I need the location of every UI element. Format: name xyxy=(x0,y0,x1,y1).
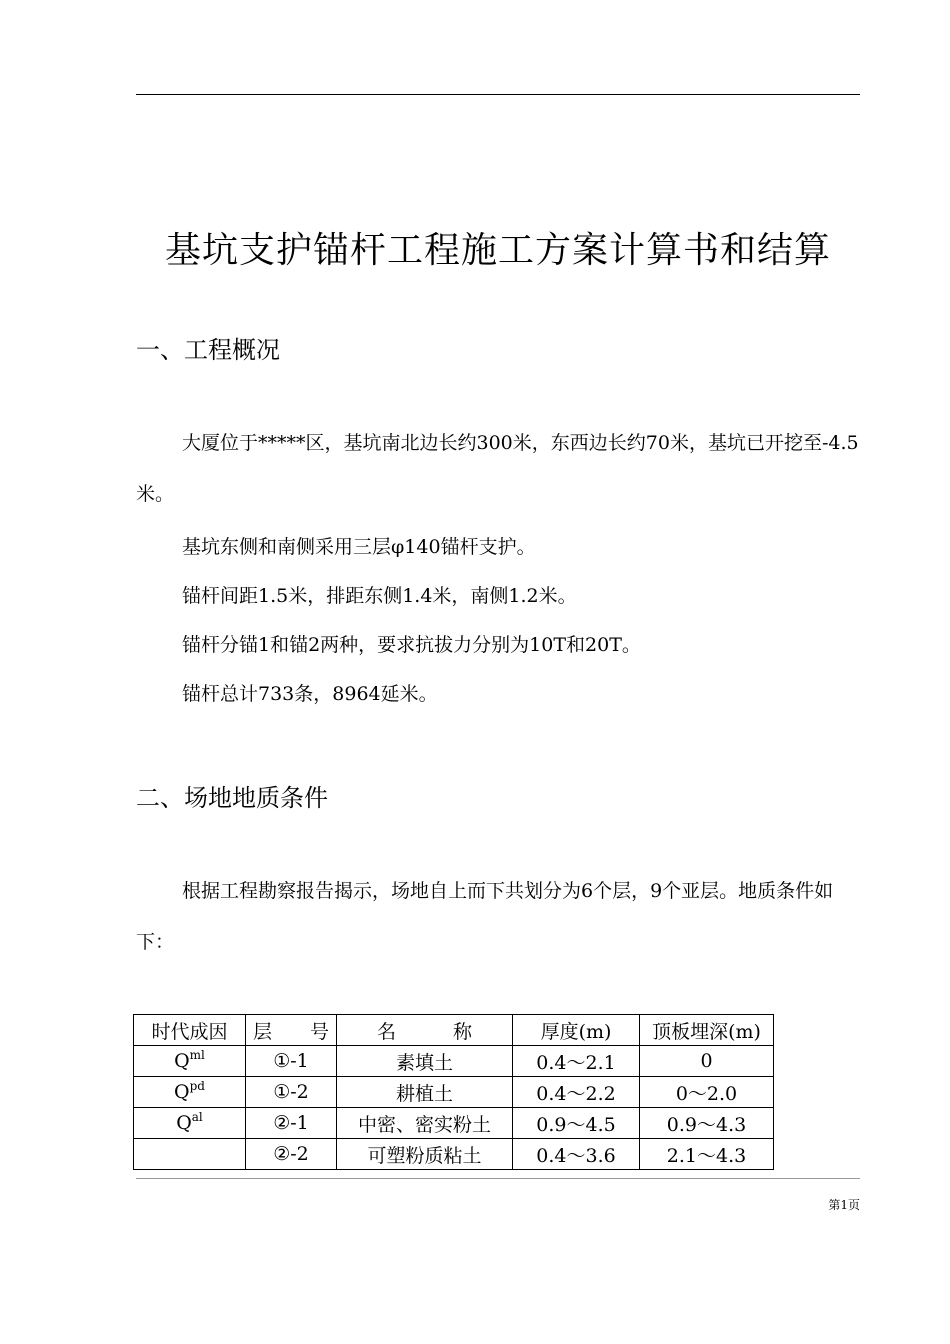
era-base: Q xyxy=(176,1112,192,1134)
layer-cell: ②-2 xyxy=(246,1139,337,1170)
overview-line-spacing: 锚杆间距1.5米，排距东侧1.4米，南侧1.2米。 xyxy=(182,585,577,607)
era-superscript: pd xyxy=(189,1079,205,1093)
section-heading-overview: 一、工程概况 xyxy=(136,336,280,364)
table-row xyxy=(134,1077,774,1108)
era-cell xyxy=(134,1108,246,1139)
era-superscript: al xyxy=(191,1110,203,1124)
header-cell: 顶板埋深(m) xyxy=(640,1015,774,1046)
geology-paragraph: 根据工程勘察报告揭示，场地自上而下共划分为6个层，9个亚层。地质条件如下： xyxy=(136,880,834,953)
overview-paragraph: 大厦位于*****区，基坑南北边长约300米，东西边长约70米，基坑已开挖至-4.5米。 xyxy=(136,432,859,505)
era-superscript: ml xyxy=(189,1048,205,1062)
era-cell xyxy=(134,1139,246,1170)
table-row xyxy=(134,1139,774,1170)
overview-line-anchor-type: 基坑东侧和南侧采用三层φ140锚杆支护。 xyxy=(182,536,536,558)
header-rule xyxy=(136,94,860,95)
name-cell: 中密、密实粉土 xyxy=(337,1108,513,1139)
thickness-cell: 0.9～4.5 xyxy=(513,1108,640,1139)
header-cell: 层 号 xyxy=(246,1015,337,1046)
depth-cell: 0～2.0 xyxy=(640,1077,774,1108)
era-base: Q xyxy=(174,1050,190,1072)
overview-line-total: 锚杆总计733条，8964延米。 xyxy=(182,683,438,705)
overview-line-pullout: 锚杆分锚1和锚2两种，要求抗拔力分别为10T和20T。 xyxy=(182,634,641,656)
name-cell: 素填土 xyxy=(337,1046,513,1077)
thickness-cell: 0.4～2.1 xyxy=(513,1046,640,1077)
table-header-row xyxy=(134,1015,774,1046)
era-cell xyxy=(134,1077,246,1108)
layer-cell: ①-2 xyxy=(246,1077,337,1108)
depth-cell: 0.9～4.3 xyxy=(640,1108,774,1139)
era-cell xyxy=(134,1046,246,1077)
table-row xyxy=(134,1046,774,1077)
name-cell: 可塑粉质粘土 xyxy=(337,1139,513,1170)
layer-cell: ①-1 xyxy=(246,1046,337,1077)
depth-cell: 2.1～4.3 xyxy=(640,1139,774,1170)
thickness-cell: 0.4～3.6 xyxy=(513,1139,640,1170)
geology-table xyxy=(133,1014,774,1170)
layer-cell: ②-1 xyxy=(246,1108,337,1139)
footer-rule xyxy=(136,1178,860,1179)
header-cell: 厚度(m) xyxy=(513,1015,640,1046)
document-title: 基坑支护锚杆工程施工方案计算书和结算 xyxy=(164,230,831,271)
depth-cell: 0 xyxy=(640,1046,774,1077)
thickness-cell: 0.4～2.2 xyxy=(513,1077,640,1108)
header-cell: 时代成因 xyxy=(134,1015,246,1046)
header-cell: 名 称 xyxy=(337,1015,513,1046)
page-number: 第1页 xyxy=(828,1198,860,1212)
table-row xyxy=(134,1108,774,1139)
name-cell: 耕植土 xyxy=(337,1077,513,1108)
era-base: Q xyxy=(174,1081,190,1103)
section-heading-geology: 二、场地地质条件 xyxy=(136,784,328,812)
